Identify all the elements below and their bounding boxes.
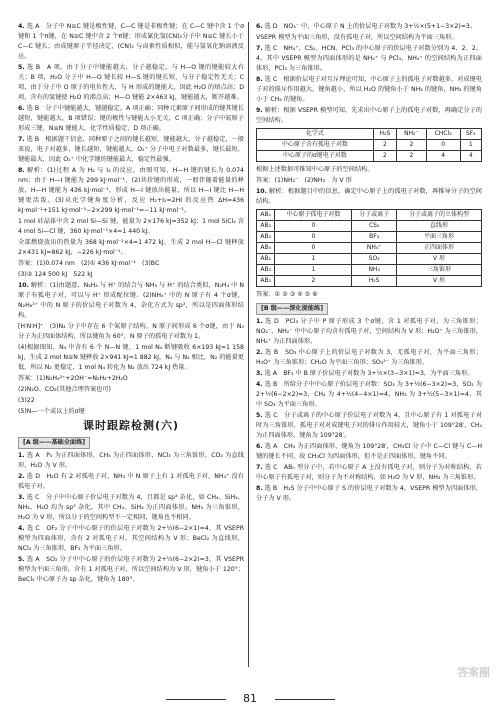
question-number: 7. [256, 45, 263, 52]
question-text: 选 A 分子中 N≡C 键是极性键，C—C 键是非极性键；在 C—C 键中含 1 个σ键和 1 个π键，在 N≡C 键中含 2 个π键；形成氰化氢(CN)₂分子中 N≡C 键长小于 C—C 键长；由成键原子半径决定，(CN)₂ 与卤素性质相似，能与氢氧化钠溶液反应。 [18, 23, 244, 60]
question-text: (4)根据图知，N₄ 中含有 6 个 N—N 键，1 mol N₄ 断键吸收 6×193 kJ=1 158 kJ，生成 2 mol N≡N 键释放 2×941 kJ=1 882 kJ，N₄ 与 N₂ 相比，N₂ 的能量更低，所以 N₂ 更稳定，1 mol N₄ 转化为 N₂ 放出 724 kJ 热量。 [18, 344, 244, 371]
question-text: 选 D PCl₃ 分子中 P 原子形成 3 个σ键，含 1 对孤电子对，为三角锥形；NO₂⁻、NH₂⁻ 中中心原子均含有孤电子对，空间结构为 V 形；H₃O⁺ 为三角锥形，NH₄⁺ 为正四面体形。 [256, 318, 483, 345]
table-header-row [257, 129, 482, 140]
mid-text: 根据上述数据可推知中心原子的空间结构。 [256, 166, 374, 173]
table-row [257, 232, 482, 243]
table-cell: 平面三角形 [396, 232, 481, 243]
table-cell: 1 [275, 265, 352, 276]
question-text: (3)22 [18, 397, 35, 404]
question-number: 4. [18, 525, 25, 532]
right-items-b-level [256, 317, 482, 504]
question-text: 选 A SO₂ 分子中中心原子的价层电子对数为 2+½(6−2×2)=3，其 VSEPR 模型为平面三角形，含有 1 对孤电子对，所以空间结构为 V 形，键角小于 120°；BeCl₂ 中心原子为 sp 杂化，键角为 180°。 [18, 556, 244, 583]
question-text: VSEPR 模型为平面三角形，没有孤电子对，所以空间结构为平面三角形。 [256, 34, 458, 41]
answer-item [18, 451, 244, 471]
page-number-dash-left [166, 699, 226, 700]
table-cell: 直线形 [396, 221, 481, 232]
answer-item [18, 166, 244, 216]
page-number-dash-right [275, 699, 335, 700]
answer-item [256, 33, 482, 43]
table-header-cell: 化学式 [257, 129, 374, 140]
answer-item [18, 104, 244, 134]
question-number: 2. [18, 473, 25, 480]
question-text: 解析：(1)过程 A 为 H₂ 与 I₂ 的反应，由图可知，H—H 键的键长为 0.074 nm；由于 H—I 键能为 299 kJ·mol⁻¹，(2)共价键的形成，一般伴随着能量的释放，H—H 键能为 436 kJ·mol⁻¹，形成 H—I 键放出能量，所以 H—I 键比 H—H 键更活泼。(3)从化学键角度分析，反应 H₂+I₂=2HI 的反应热 ΔH=436 kJ·mol⁻¹+151 kJ·mol⁻¹−2×299 kJ·mol⁻¹=−11 kJ·mol⁻¹。 [18, 167, 244, 214]
table-cell: NH₃ [352, 265, 397, 276]
table-cell: 2 [373, 151, 396, 162]
table-cell: 中心原子的σ键电子对数 [257, 151, 374, 162]
question-text: 解析：根据题目中的信息，确定中心原子上的孤电子对数，再推导分子的空间结构。 [256, 188, 482, 205]
table-header-cell: NH₂⁻ [397, 129, 427, 140]
answer-item [18, 472, 244, 492]
question-text: 选 B SO₃ 中心原子上的价层电子对数为 3，无孤电子对，为平面三角形；H₃O⁺ 为三角锥形；CH₂O 为平面三角形；SO₃²⁻ 为三角锥形。 [256, 349, 483, 366]
answer-item [18, 135, 244, 165]
answers-line: 答案：① ② ③ ④ ⑤ ⑥ [256, 291, 318, 298]
question-number: 3. [256, 370, 263, 377]
answer-item [18, 374, 244, 384]
table-header-cell: 中心原子孤电子对数 [275, 210, 352, 221]
table-cell: AB₃ [257, 232, 275, 243]
table-cell: 1 [275, 254, 352, 265]
answer-item [18, 63, 244, 103]
question-text: (5)N—一个或以上的σ键 [18, 408, 85, 415]
answer-item [18, 493, 244, 523]
question-text: 选 C ABₙ 型分子中，若中心原子 A 上没有孤电子对，则分子为对称结构，若中心原子有孤电子对，则分子为不对称结构，如 H₂O 为 V 形，NH₃ 为三角锥形。 [256, 464, 482, 481]
answer-item [256, 380, 482, 410]
left-items [18, 22, 244, 417]
question-number: 8. [18, 167, 25, 174]
table-cell: 中心原子含有孤电子对数 [257, 140, 374, 151]
question-text: (3)② 124 500 kJ 522 kJ [18, 271, 93, 278]
question-text: 选 C OF₂ 分子中中心原子的价层电子对数为 2+½(6−2×1)=4，其 VSEPR 模型为四面体形，含有 2 对孤电子对，其空间结构为 V 形；BeCl₂ 为直线形，NCl₃ 为三角锥形，BF₃ 为平面三角形。 [18, 525, 245, 552]
question-text: [H∶N∶H]⁺ (3)N₄ 分子中存在 6 个氮原子结构，N 原子间形成 6 个σ键，由于 N₄ 分子为正四面体结构，所以键角为 60°，N 原子的孤电子对数为 1。 [18, 323, 244, 340]
mid-answer: 答案：(1)NH₂⁻ (2)NH₃ 为 V 形 [256, 177, 352, 184]
question-text: 选 B H₂S 分子中中心原子 S 的价层电子对数为 4，VSEPR 模型为四面体形，分子为 V 形。 [256, 485, 482, 502]
question-number: 3. [18, 494, 25, 501]
table-row [257, 243, 482, 254]
table-cell: 正四面体形 [396, 243, 481, 254]
question-number: 10. [256, 188, 267, 195]
table-header-cell: ABₙ [257, 210, 275, 221]
lone-pair-table [256, 128, 482, 162]
table-cell: 0 [275, 243, 352, 254]
left-column [18, 22, 244, 586]
question-text: 选 C 根据价层电子对互斥理论可知，中心原子上的孤电子对数越多，对成键电子对的排斥作用越大，键角越小，所以 H₂O 的键角小于 NH₃ 的键角，NH₃ 的键角小于 CH₄ 的键角。 [256, 76, 482, 103]
question-text: 选 A BF₃ 中 B 原子价层电子对数为 3+½×(3−3×1)=3，为平面三角形。 [264, 370, 474, 377]
table-cell: 2 [373, 140, 396, 151]
question-text: 答案：(1)N₂H₆²⁺+2OH⁻=N₂H₄+2H₂O [18, 375, 128, 382]
table-cell: AB₃ [257, 265, 275, 276]
answer-item [18, 238, 244, 258]
table-row [257, 221, 482, 232]
answer-item [18, 524, 244, 554]
question-text: 选 C NH₄⁺、CS₂、HCN、PCl₃ 的中心原子的价层电子对数分别为 4、2、2、4，其中 VSEPR 模型为四面体形的是 NH₄⁺ 与 PCl₃，NH₄⁺ 的空间结构为正四面体形，PCl₃ 为三角锥形。 [256, 45, 483, 72]
right-items-top [256, 22, 482, 126]
question-number: 1. [18, 452, 25, 459]
question-text: 选 A P₄ 为正四面体形，CH₄ 为正四面体形，NCl₃ 为三角锥形，CO₂ 为直线形，H₂O 为 V 形。 [18, 452, 244, 469]
question-number: 8. [256, 76, 263, 83]
question-number: 7. [18, 136, 25, 143]
question-text: (2)N₂O、CO₂(其他合理答案也可) [18, 386, 111, 393]
table-header-cell: H₂S [373, 129, 396, 140]
question-text: 全部燃烧放出的热量为 368 kJ·mol⁻¹×4=1 472 kJ，生成 2 mol H—Cl 键释放 2×431 kJ=862 kJ，−226 kJ·mol⁻¹。 [18, 239, 244, 256]
answer-item [18, 281, 244, 321]
answer-item [256, 411, 482, 441]
level-a-label: [A 级——基础全面练] [18, 437, 90, 449]
table-cell: AB₄ [257, 243, 275, 254]
table-cell: 0 [275, 232, 352, 243]
answer-item [256, 317, 482, 347]
question-number: 5. [256, 412, 263, 419]
question-text: 解析：(1)由题意，N₂H₄ 与 H⁺ 的结合与 NH₃ 与 H⁺ 的结合类似，N₂H₄ 中 N 原子有孤电子对，可以与 H⁺ 形成配位键。(2)NH₄⁺ 中的 N 原子有 4 个σ键，N₂H₆²⁺ 中的 N 原子的价层电子对数为 4，杂化方式为 sp³，所以是四面体形结构。 [18, 282, 244, 319]
geometry-table [256, 209, 482, 287]
table-header-cell: SF₄ [460, 129, 481, 140]
left-items-a-level [18, 451, 244, 585]
table-cell: V 形 [396, 276, 481, 287]
question-number: 5. [18, 64, 25, 71]
table-cell: 0 [426, 140, 460, 151]
table-cell: AB₂ [257, 221, 275, 232]
table-cell: 2 [275, 276, 352, 287]
section-title: 课时跟踪检测(六) [82, 419, 180, 432]
table-row [257, 265, 482, 276]
question-number: 8. [256, 485, 263, 492]
page-number-text: 81 [243, 692, 257, 705]
answer-item [18, 322, 244, 342]
answer-item [18, 407, 244, 417]
table-cell: 三角锥形 [396, 265, 481, 276]
answer-item [18, 396, 244, 406]
right-column [256, 22, 482, 505]
answer-item [256, 369, 482, 379]
table-row [257, 276, 482, 287]
answer-item [256, 44, 482, 74]
table-cell: NH₄⁺ [352, 243, 397, 254]
table-cell: 2 [397, 151, 427, 162]
question-number: 10. [18, 282, 29, 289]
question-number: 1. [256, 318, 263, 325]
question-text: 选 D NO₃⁻ 中，中心原子 N 上的价层电子对数为 3+½×(5+1−3×2)=3。 [264, 23, 477, 30]
table-row [257, 151, 482, 162]
question-number: 5. [18, 556, 25, 563]
table-cell: AB₂ [257, 276, 275, 287]
question-number: 4. [256, 381, 263, 388]
table-cell: SO₂ [352, 254, 397, 265]
answer-item [256, 348, 482, 368]
question-number: 6. [256, 23, 263, 30]
answer-item [256, 442, 482, 462]
watermark-logo: 答案圈 [457, 666, 490, 679]
question-text: 选 B 所给分子中中心原子价层电子对数：SO₃ 为 3+½(6−3×2)=3，SO₂ 为 2+½(6−2×2)=3，CH₄ 为 4+½(4−4×1)=4，NH₃ 为 3+½(5−3×1)=4，其中 SO₃ 为平面三角形。 [256, 381, 482, 408]
question-number: 7. [256, 464, 263, 471]
column-divider [248, 22, 249, 667]
answer-item [256, 75, 482, 105]
question-text: 选 B A 项，由于分子中键能越大，分子越稳定，与 H—O 键的键能较大有关；B 项，H₂O 分子中 H—O 键长较 H—S 键的键长短，与分子稳定性无关；C 项，由于分子中 O 原子的电负性大，与 H 形成的键能大，因此 H₂O 的熔点高；D 项，含有的氢键使 H₂O 的沸点高；H—O 键能 2×463 kJ，键能越大，断开越难。 [18, 64, 245, 101]
table-cell: H₂S [352, 276, 397, 287]
question-text: 选 D H₂O 有 2 对孤电子对，NH₃ 中 N 原子上有 1 对孤电子对，NH₄⁺ 没有孤电子对。 [18, 473, 244, 490]
table-cell: 1 [460, 140, 481, 151]
answer-item [256, 463, 482, 483]
question-number: 9. [256, 107, 263, 114]
table-header-cell: CHCl₃ [426, 129, 460, 140]
level-b-label: [B 级——深化提能练] [256, 303, 328, 315]
answer-item [256, 484, 482, 504]
question-number: 2. [256, 349, 263, 356]
page-number [0, 694, 500, 704]
question-text: 解析：根据 VSEPR 模型可知，先求出中心原子上的孤电子对数，再确定分子的空间结构。 [256, 107, 482, 124]
answer-item [256, 106, 482, 126]
table-row [257, 140, 482, 151]
table-header-row [257, 210, 482, 221]
answer-item [18, 217, 244, 237]
question-text: 选 B 分子中键能越大，键越稳定，A 项正确；同种元素原子间形成的键其键长越短，键能越大，B 项错误；键的极性与键能大小无关，C 项正确；分子中氮原子形成三键，N≡N 键能大，化学性质稳定，D 项正确。 [18, 105, 244, 132]
answer-item [18, 270, 244, 280]
question-text: 选 C 分子中中心原子价层电子对数为 4，且都是 sp³ 杂化，如 CH₄、SiH₄、NH₃、H₂O 均为 sp³ 杂化，其中 CH₄、SiH₄ 为正四面体形，NH₃ 为三角锥形，H₂O 为 V 形，所以分子的空间构型不一定相同，键角也不相同。 [18, 494, 244, 521]
answer-item [18, 259, 244, 269]
question-number: 4. [18, 23, 25, 30]
table-cell: V 形 [396, 254, 481, 265]
question-text: 1 mol 硅晶体中含 2 mol Si—Si 键，能量为 2×176 kJ=352 kJ；1 mol SiCl₄ 含 4 mol Si—Cl 键，360 kJ·mol⁻¹×4=1 440 kJ。 [18, 218, 244, 235]
answer-item [18, 555, 244, 585]
table-cell: 0 [275, 221, 352, 232]
question-text: 答案：(1)0.074 nm (2)① 436 kJ·mol⁻¹ (3)BC [18, 260, 160, 267]
question-number: 6. [18, 105, 25, 112]
answer-item [256, 22, 482, 32]
table-cell: CS₂ [352, 221, 397, 232]
question-text: 选 A CH₄ 为正四面体形，键角为 109°28′，CH₃Cl 分子中 C—Cl 键与 C—H 键的键长不同，故 CH₃Cl 为四面体形，但不是正四面体形，键角不同。 [256, 443, 483, 460]
table-header-cell: 分子或离子的立体构型 [396, 210, 481, 221]
table-row [257, 254, 482, 265]
table-header-cell: 分子或离子 [352, 210, 397, 221]
table-cell: BF₃ [352, 232, 397, 243]
table-cell: AB₂ [257, 254, 275, 265]
table-cell: 2 [397, 140, 427, 151]
item-10 [256, 187, 482, 207]
table-cell: 4 [460, 151, 481, 162]
answer-item [18, 385, 244, 395]
table-cell: 4 [426, 151, 460, 162]
question-text: 选 C 分子或离子的中心原子价层电子对数为 4，且中心原子有 1 对孤电子对时为三角锥形，孤电子对对成键电子对的排斥作用较大，键角小于 109°28′，CH₄ 为正四面体形，键角为 109°28′。 [256, 412, 483, 439]
answer-item [18, 343, 244, 373]
question-number: 6. [256, 443, 263, 450]
question-text: 选 B 根据题干信息，同种原子之间的键长越短，键能越大，分子越稳定，一般来说，电子对越多，键长越短，键能越大，O₂⁺ 分子中电子对数最多，键长最短，键能最大，因此 O₂⁺ 中化学键的键能最大，稳定性最强。 [18, 136, 245, 163]
answer-item [18, 22, 244, 62]
